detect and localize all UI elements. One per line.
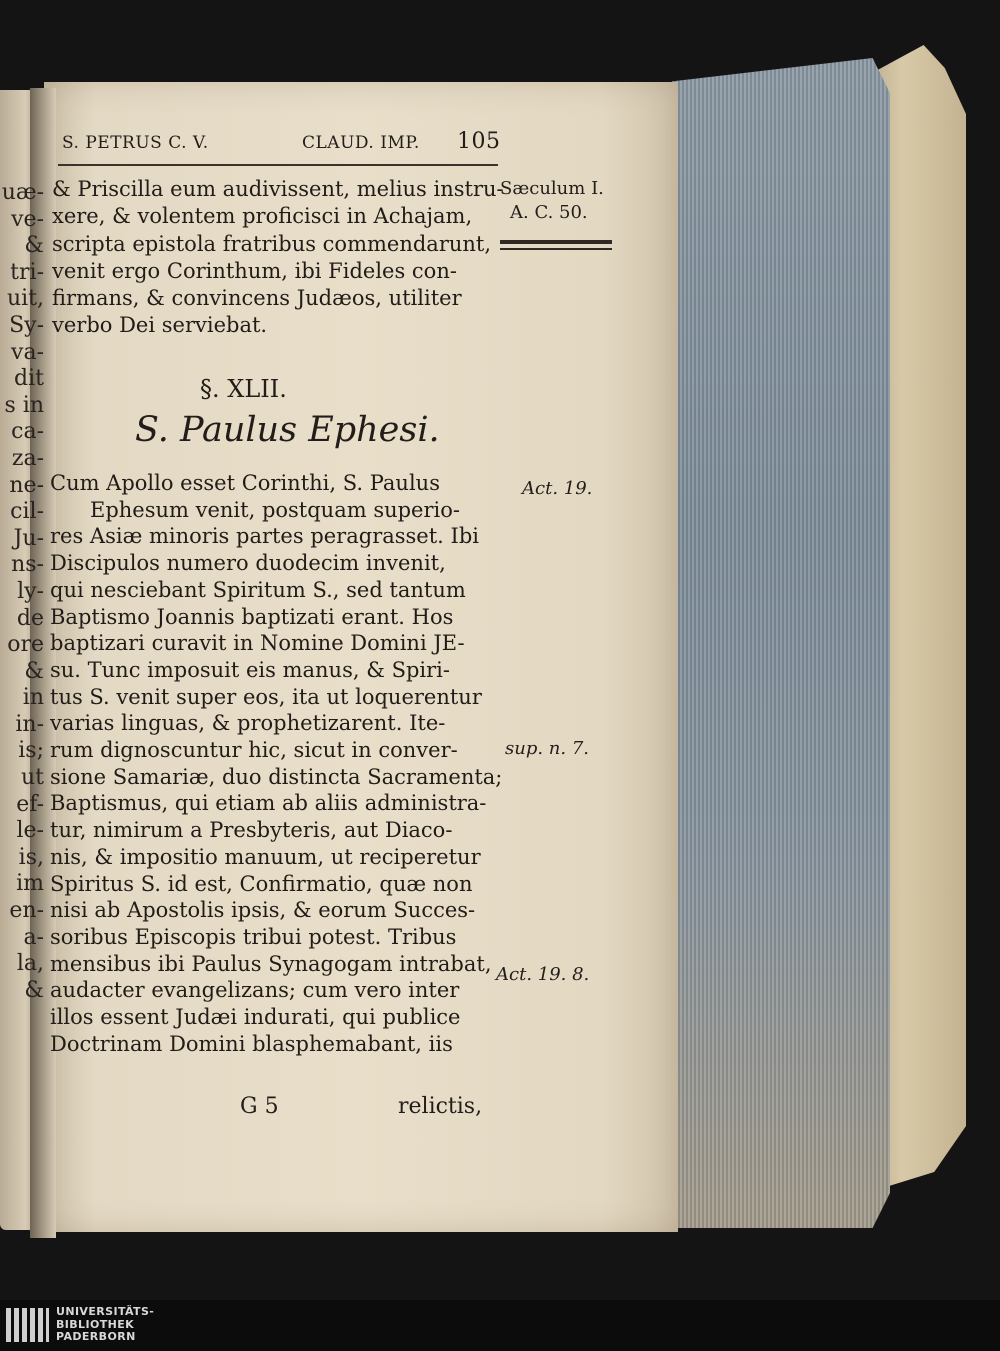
margin-double-rule-top: [500, 240, 612, 244]
left-page-fragment: va-: [11, 339, 44, 365]
text-line: verbo Dei serviebat.: [52, 313, 268, 338]
left-page-fragment: Sy-: [9, 312, 44, 338]
left-page-fragment: Ju-: [13, 525, 44, 551]
left-page-fragment: in-: [15, 711, 44, 737]
text-line: & Priscilla eum audivissent, melius instru-: [52, 177, 504, 201]
left-page-fragment: ore: [7, 632, 44, 658]
left-page-fragment: im: [16, 871, 44, 897]
left-page-fragment: ne-: [9, 472, 44, 498]
library-name-line-1: UNIVERSITÄTS-: [56, 1305, 155, 1318]
text-line: illos essent Judæi indurati, qui publice: [50, 1005, 461, 1030]
left-page-fragment: ut: [20, 765, 44, 791]
text-line: scripta epistola fratribus commendarunt,: [52, 231, 492, 256]
left-page-fragment: le-: [16, 818, 44, 844]
text-line: Spiritus S. id est, Confirmatio, quæ non: [50, 871, 473, 896]
text-line: res Asiæ minoris partes peragrasset. Ibi: [50, 524, 479, 549]
left-page-fragment: ef-: [16, 791, 44, 817]
text-line: Cum Apollo esset Corinthi, S. Paulus: [50, 471, 440, 495]
text-line: Baptismus, qui etiam ab aliis administra-: [50, 791, 487, 816]
left-page-fragment: ns-: [11, 552, 44, 578]
text-line: rum dignoscuntur hic, sicut in conver-: [50, 738, 458, 763]
text-line: Discipulos numero duodecim invenit,: [50, 551, 446, 576]
library-name-line-2: BIBLIOTHEK: [56, 1317, 135, 1331]
text-line: Ephesum venit, postquam superio-: [90, 497, 460, 522]
left-page-fragment: la,: [16, 951, 44, 977]
text-line: firmans, & convincens Judæos, utiliter: [52, 286, 462, 311]
left-page-fragment: &: [24, 977, 44, 1003]
section-title: S. Paulus Ephesi.: [135, 410, 440, 450]
header-rule: [58, 164, 498, 166]
text-line: xere, & volentem proficisci in Achajam,: [52, 204, 473, 229]
text-line: tus S. venit super eos, ita ut loquerentur: [50, 684, 482, 709]
text-line: nisi ab Apostolis ipsis, & eorum Succes-: [50, 898, 476, 923]
text-line: sione Samariæ, duo distincta Sacramenta;: [50, 764, 503, 789]
text-line: venit ergo Corinthum, ibi Fideles con-: [52, 258, 457, 283]
text-line: su. Tunc imposuit eis manus, & Spiri-: [50, 657, 450, 682]
page-edges-block: [672, 58, 890, 1228]
left-page-fragment: za-: [11, 445, 44, 471]
text-line: baptizari curavit in Nomine Domini JE-: [50, 631, 465, 656]
left-page-fragment: ca-: [11, 419, 44, 445]
paragraph-2: [50, 470, 503, 1057]
margin-note-saeculum: Sæculum I.: [500, 178, 604, 199]
text-line: varias linguas, & prophetizarent. Ite-: [50, 711, 446, 736]
left-page-fragment: uit,: [6, 286, 44, 312]
left-page-fragment: cil-: [10, 499, 44, 525]
text-line: tur, nimirum a Presbyteris, aut Diaco-: [50, 818, 453, 843]
left-page-fragment: tri-: [10, 259, 44, 285]
left-page-fragment: &: [24, 658, 44, 684]
text-line: Doctrinam Domini blasphemabant, iis: [50, 1031, 453, 1056]
text-line: audacter evangelizans; cum vero inter: [50, 978, 460, 1003]
text-line: qui nesciebant Spiritum S., sed tantum: [50, 577, 466, 602]
left-page-fragment: is;: [18, 738, 44, 764]
page-number: 105: [457, 129, 501, 154]
catchword: relictis,: [398, 1094, 483, 1119]
library-footer: [0, 1300, 1000, 1351]
left-page-fragment: uæ-: [1, 180, 44, 205]
text-line: soribus Episcopis tribui potest. Tribus: [50, 924, 457, 949]
margin-note-act-19-8: Act. 19. 8.: [496, 964, 590, 985]
left-page-fragment: ly-: [17, 578, 44, 604]
left-page-fragment: dit: [14, 366, 44, 392]
left-page-fragment: de: [16, 605, 44, 631]
left-page-fragment: is,: [18, 844, 44, 870]
library-logo-icon: [6, 1308, 50, 1342]
left-page-fragment: a-: [23, 924, 44, 950]
left-page-text-fragments: [0, 180, 44, 1004]
library-name-line-3: PADERBORN: [56, 1330, 136, 1343]
left-page-fragment: ve-: [11, 206, 44, 232]
left-page-fragment: s in: [4, 392, 44, 418]
signature-mark: G 5: [240, 1094, 279, 1119]
running-header: [62, 129, 502, 157]
text-line: mensibus ibi Paulus Synagogam intrabat,: [50, 951, 492, 976]
text-line: Baptismo Joannis baptizati erant. Hos: [50, 604, 454, 629]
left-page-fragment: en-: [9, 898, 44, 924]
header-center: CLAUD. IMP.: [302, 133, 420, 153]
left-page-fragment: in: [22, 685, 44, 711]
margin-double-rule-bottom: [500, 248, 612, 250]
margin-note-sup: sup. n. 7.: [505, 738, 590, 759]
header-left: S. PETRUS C. V.: [62, 133, 209, 153]
margin-note-year: A. C. 50.: [510, 202, 588, 223]
text-line: nis, & impositio manuum, ut reciperetur: [50, 844, 481, 869]
left-page-fragment: &: [24, 233, 44, 259]
section-number: §. XLII.: [200, 375, 287, 403]
paragraph-1: [52, 176, 504, 340]
library-name: [56, 1306, 154, 1344]
margin-note-act-19: Act. 19.: [522, 478, 593, 499]
